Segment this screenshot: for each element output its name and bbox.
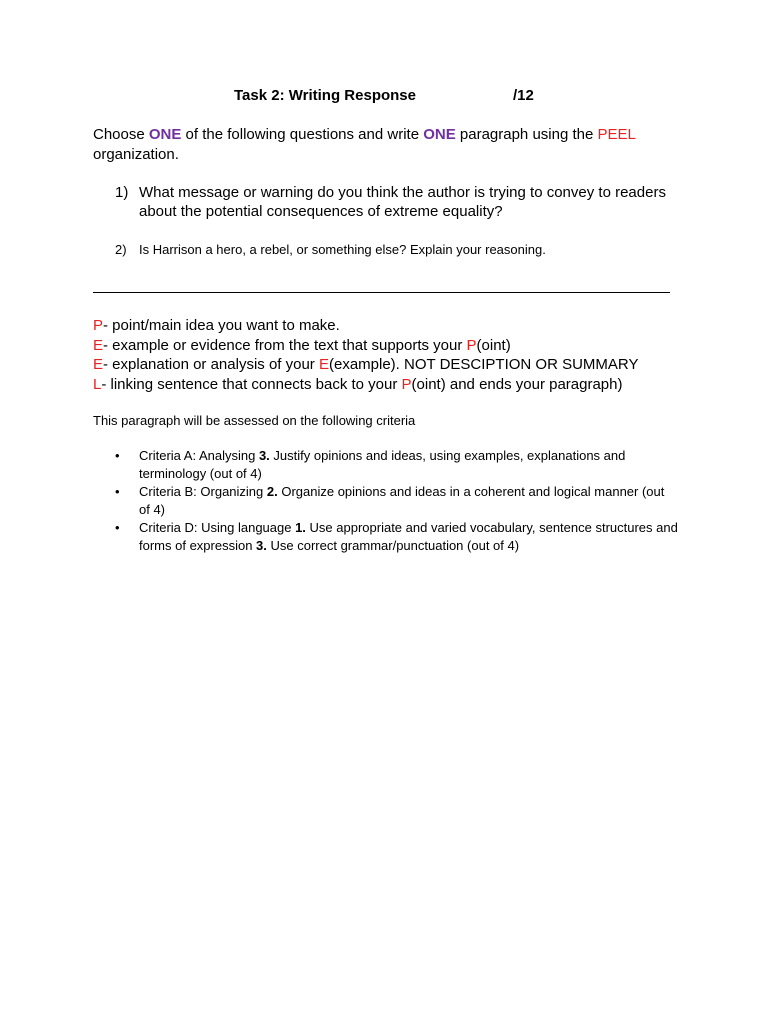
peel-text: (example). NOT DESCIPTION OR SUMMARY: [328, 356, 639, 373]
criteria-lead: Criteria A: Analysing: [139, 448, 259, 463]
criteria-rest: Use correct grammar/punctuation (out of 4): [266, 538, 520, 553]
emphasis-peel: PEEL: [597, 126, 636, 143]
divider-line: [93, 292, 670, 293]
peel-text: (oint) and ends your paragraph): [411, 375, 623, 393]
question-1: [93, 183, 673, 221]
criteria-text: [139, 519, 678, 555]
bullet-icon: •: [115, 484, 120, 499]
criteria-item: [93, 519, 678, 555]
instructions-text: organization.: [93, 146, 179, 163]
question-text: What message or warning do you think the author is trying to convey to readers about the potential consequences of extreme equality?: [139, 184, 666, 220]
criteria-number: 2.: [266, 484, 278, 499]
question-number: 1): [115, 184, 129, 201]
criteria-number: 3.: [256, 538, 267, 553]
peel-legend: [93, 316, 693, 394]
peel-text: - explanation or analysis of your: [103, 356, 319, 373]
instructions-text: paragraph using the: [455, 126, 598, 143]
peel-explanation-line: [93, 355, 693, 375]
criteria-intro: This paragraph will be assessed on the following criteria: [93, 413, 416, 428]
peel-letter: P: [93, 317, 104, 334]
peel-text: - linking sentence that connects back to your: [101, 375, 402, 393]
criteria-item: [93, 483, 678, 519]
instructions-text: Choose: [93, 126, 149, 143]
criteria-rest: Use appropriate and varied vocabulary, sentence structures and forms of expression: [139, 520, 678, 553]
peel-ref: P: [466, 336, 477, 354]
emphasis-one: ONE: [423, 126, 456, 143]
question-text: Is Harrison a hero, a rebel, or something else? Explain your reasoning.: [139, 242, 546, 257]
criteria-rest: Organize opinions and ideas in a coherent and logical manner (out of 4): [139, 484, 665, 517]
criteria-number: 1.: [295, 520, 306, 535]
criteria-lead: Criteria D: Using language: [139, 520, 296, 535]
criteria-list: [93, 447, 678, 555]
question-number: 2): [115, 242, 127, 257]
peel-ref: P: [401, 375, 412, 393]
peel-link-line: [93, 375, 693, 395]
criteria-rest: Justify opinions and ideas, using examples, explanations and terminology (out of 4): [139, 448, 626, 481]
criteria-text: [139, 447, 678, 483]
peel-ref: E: [318, 356, 329, 373]
total-score: /12: [513, 87, 534, 104]
page-title: Task 2: Writing Response: [234, 87, 416, 104]
peel-point-line: [93, 316, 693, 336]
peel-text: (oint): [476, 336, 511, 354]
bullet-icon: •: [115, 520, 120, 535]
question-2: [93, 242, 673, 258]
peel-letter: E: [93, 356, 104, 373]
instructions-text: of the following questions and write: [181, 126, 424, 143]
peel-text: - example or evidence from the text that supports your: [103, 336, 467, 354]
criteria-lead: Criteria B: Organizing: [139, 484, 267, 499]
peel-example-line: [93, 336, 693, 356]
criteria-text: [139, 483, 678, 519]
emphasis-one: ONE: [148, 126, 182, 143]
peel-letter: E: [93, 336, 104, 354]
peel-letter: L: [93, 375, 102, 393]
criteria-item: [93, 447, 678, 483]
bullet-icon: •: [115, 448, 120, 463]
instructions-paragraph: [93, 125, 683, 165]
criteria-number: 3.: [258, 448, 270, 463]
peel-text: - point/main idea you want to make.: [103, 317, 340, 334]
